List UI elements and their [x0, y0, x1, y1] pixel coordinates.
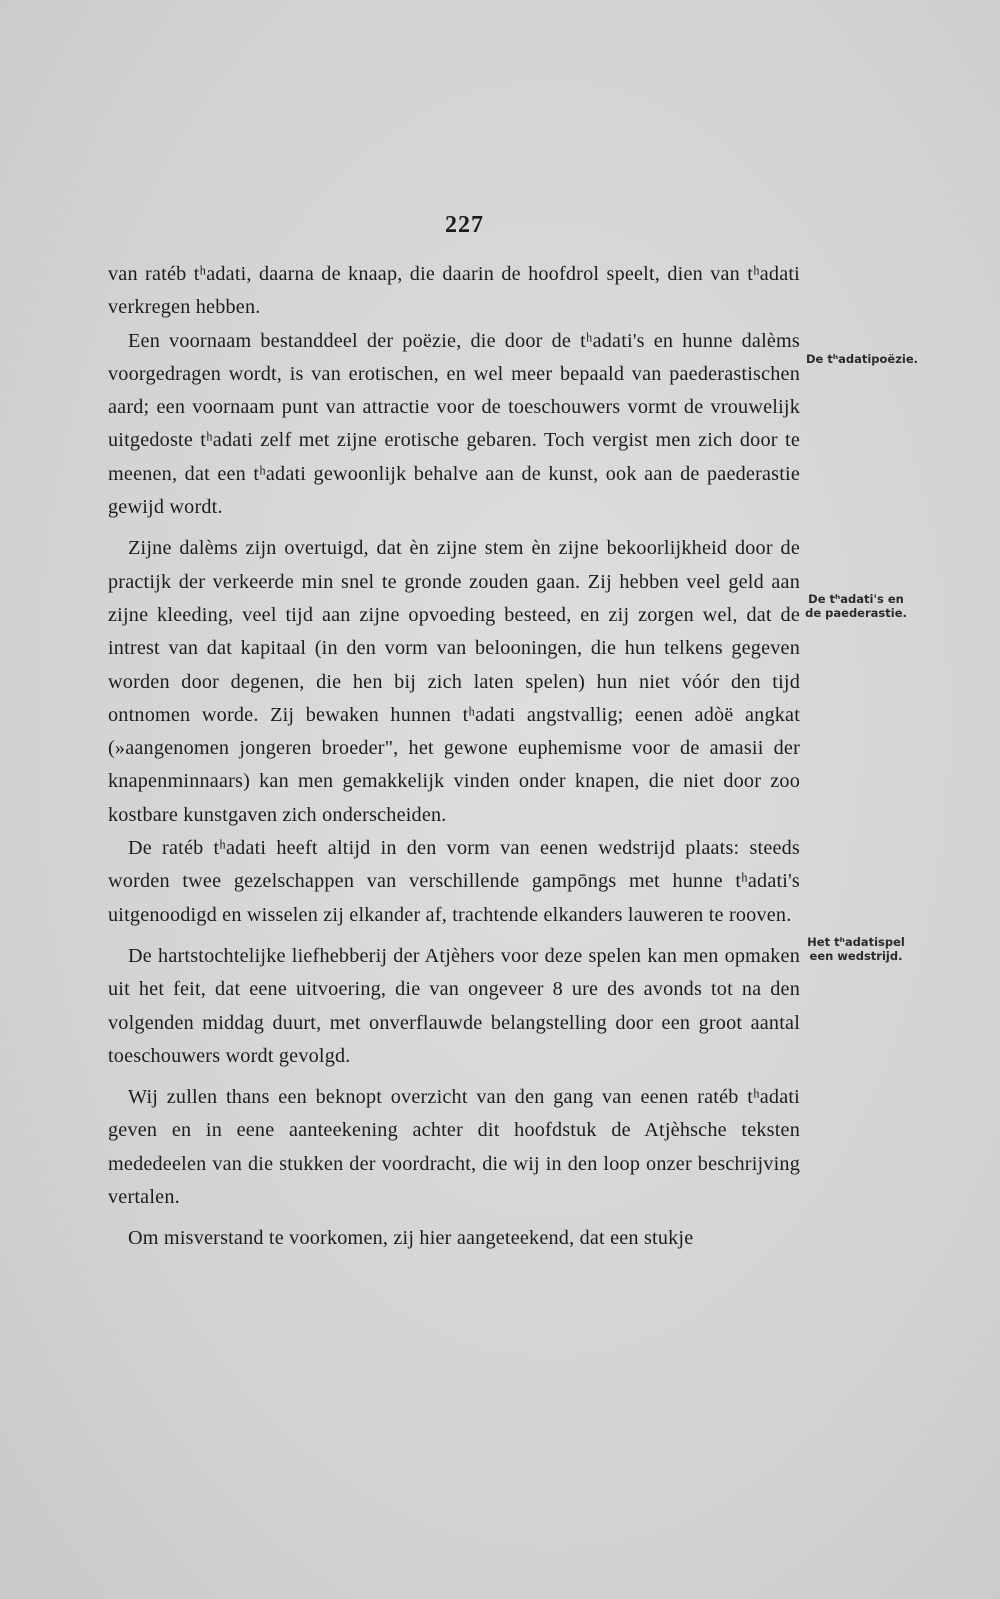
paragraph-2: Een voornaam bestanddeel der poëzie, die door de tʰadati's en hunne dalèms voorgedragen wordt, is van erotischen, en wel meer bepaald van paederastischen aard; een voornaam punt van attractie voor de toeschouwers vormt de vrouwelijk uitgedoste tʰadati zelf met zijne erotische gebaren. Toch vergist men zich door te meenen, dat een tʰadati gewoonlijk behalve aan de kunst, ook aan de paederastie gewijd wordt.	[108, 329, 800, 519]
paragraph-6: Wij zullen thans een beknopt overzicht van den gang van eenen ratéb tʰadati geven en in eene aanteekening achter dit hoofdstuk de Atjèhsche teksten mededeelen van die stukken der voordracht, die wij in den loop onzer beschrijving vertalen.	[108, 1086, 800, 1209]
paragraph-1: van ratéb tʰadati, daarna de knaap, die daarin de hoofdrol speelt, dien van tʰadati verkregen hebben.	[108, 263, 800, 319]
margin-note-contest: Het tʰadatispel een wedstrijd.	[807, 935, 905, 963]
paragraph-4: De ratéb tʰadati heeft altijd in den vorm van eenen wedstrijd plaats: steeds worden twee gezelschappen van verschillende gampōngs met hunne tʰadati's uitgenoodigd en wisselen zij elkander af, trachtende elkanders lauweren te rooven.	[108, 837, 800, 926]
paragraph-3: Zijne dalèms zijn overtuigd, dat èn zijne stem èn zijne bekoorlijkheid door de practijk der verkeerde min snel te gronde zouden gaan. Zij hebben veel geld aan zijne kleeding, veel tijd aan zijne opvoeding besteed, en zij zorgen wel, dat de intrest van dat kapitaal (in den vorm van belooningen, die hun telkens gegeven worden door degenen, die hen bij zich laten spelen) hun niet vóór den tijd ontnomen worde. Zij bewaken hunnen tʰadati angstvallig; eenen adòë angkat (»aangenomen jongeren broeder", het gewone euphemisme voor de amasii der knapenminnaars) kan men gemakkelijk vinden onder knapen, die niet door zoo kostbare kunstgaven zich onderscheiden.	[108, 537, 800, 826]
margin-note-paederasty: De tʰadati's en de paederastie.	[805, 592, 907, 620]
paragraph-7: Om misverstand te voorkomen, zij hier aangeteekend, dat een stukje	[128, 1227, 694, 1250]
margin-note-poetry: De tʰadatipoëzie.	[806, 352, 919, 366]
body-text	[108, 258, 800, 1256]
page-number: 227	[445, 212, 484, 238]
paragraph-5: De hartstochtelijke liefhebberij der Atjèhers voor deze spelen kan men opmaken uit het feit, dat eene uitvoering, die van ongeveer 8 ure des avonds tot na den volgenden middag duurt, met onverflauwde belangstelling door een groot aantal toeschouwers wordt gevolgd.	[108, 944, 800, 1067]
